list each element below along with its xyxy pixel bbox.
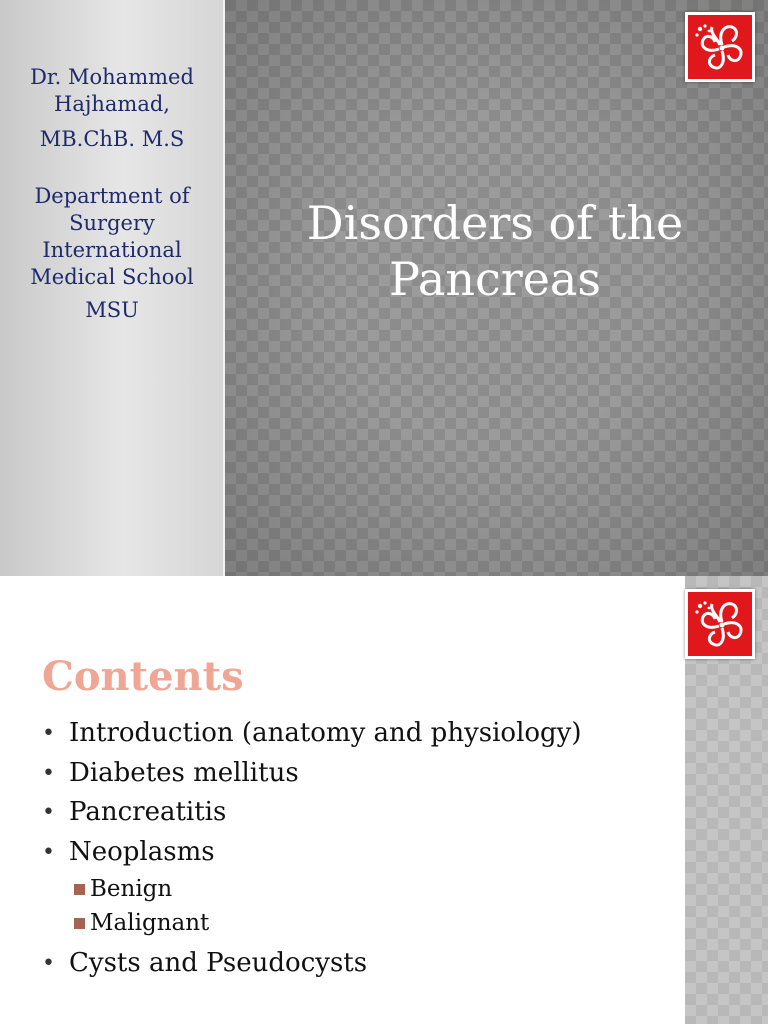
author-name: Dr. Mohammed Hajhamad,	[30, 65, 194, 116]
sub-list-item: Malignant	[42, 906, 662, 940]
bullet-icon: •	[42, 721, 55, 746]
list-item: • Cysts and Pseudocysts	[42, 944, 662, 984]
author-department: Department of Surgery International Medical School	[30, 184, 194, 289]
list-item: • Introduction (anatomy and physiology)	[42, 714, 662, 754]
author-degree: MB.ChB. M.S	[39, 127, 185, 151]
contents-list	[42, 714, 662, 984]
bullet-icon: •	[42, 800, 55, 825]
hibiscus-logo	[685, 12, 755, 82]
hibiscus-logo	[685, 589, 755, 659]
square-bullet-icon	[74, 918, 85, 929]
slide-title: Disorders of the Pancreas	[306, 196, 684, 306]
sub-list-item: Benign	[42, 872, 662, 906]
list-item: • Neoplasms	[42, 833, 662, 873]
bullet-icon: •	[42, 951, 55, 976]
list-item: • Pancreatitis	[42, 793, 662, 833]
author-info	[6, 64, 218, 324]
square-bullet-icon	[74, 884, 85, 895]
bullet-icon: •	[42, 760, 55, 786]
hibiscus-flower-icon	[688, 592, 752, 656]
author-panel	[0, 0, 223, 576]
hibiscus-flower-icon	[688, 15, 752, 79]
contents-slide	[0, 576, 768, 1024]
bullet-icon: •	[42, 839, 55, 865]
list-item: • Diabetes mellitus	[42, 754, 662, 794]
author-university: MSU	[85, 298, 139, 322]
contents-heading: Contents	[42, 653, 244, 700]
